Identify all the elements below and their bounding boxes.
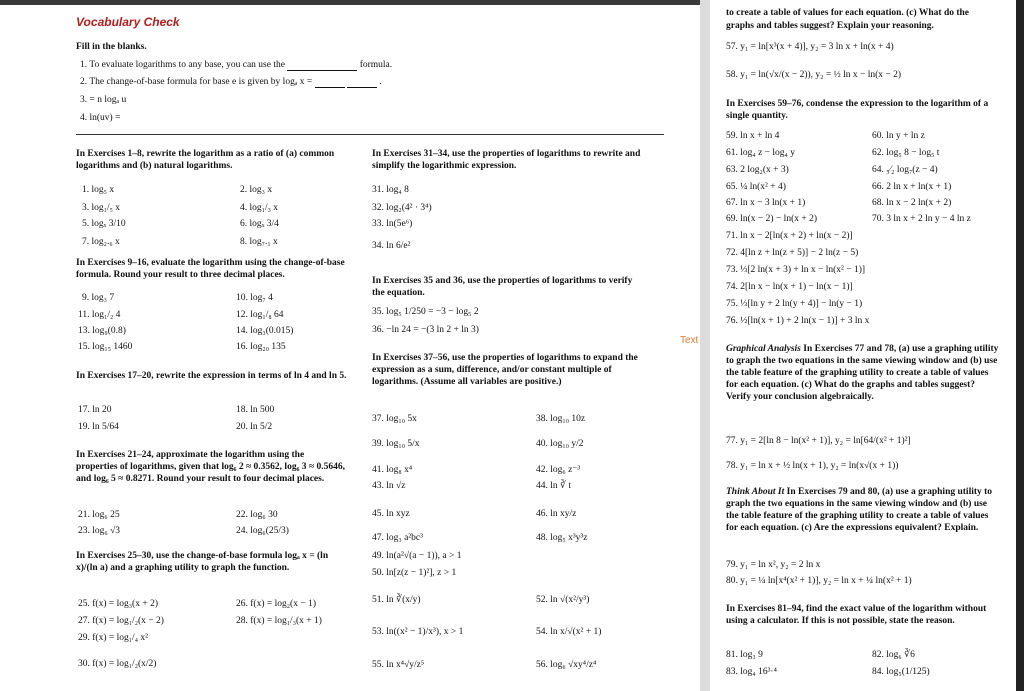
problem-29: 29. f(x) = log₁/₄ x²	[78, 633, 148, 643]
problem-54: 54. ln x/√(x² + 1)	[536, 627, 602, 637]
instructions-35-36: In Exercises 35 and 36, use the properties of logarithms to verify the equation.	[372, 276, 633, 298]
instructions-25-30: In Exercises 25–30, use the change-of-base formula logₐ x = (ln x)/(ln a) and a graphing utility to graph the function.	[76, 551, 329, 573]
graphical-analysis-instructions: Graphical Analysis In Exercises 77 and 78, (a) use a graphing utility to graph the two equations in the same viewing window and (b) use the table feature of the graphing utility to create a table of values for each equation. (c) What do the graphs and tables suggest? Verify your conclusion algebraically.	[726, 344, 999, 402]
problem-57: 57. y₁ = ln[x³(x + 4)], y₂ = 3 ln x + ln(x + 4)	[726, 42, 894, 52]
problem-64: 64. ₅⁄₂ log₇(z − 4)	[872, 165, 938, 175]
problem-39: 39. log₁₀ 5/x	[372, 439, 420, 449]
problem-17: 17. ln 20	[78, 405, 112, 415]
problem-53: 53. ln((x² − 1)/x³), x > 1	[372, 627, 464, 637]
problem-49: 49. ln(a²√(a − 1)), a > 1	[372, 551, 462, 561]
problem-71: 71. ln x − 2[ln(x + 2) + ln(x − 2)]	[726, 231, 853, 241]
problem-66: 66. 2 ln x + ln(x + 1)	[872, 182, 952, 192]
problem-36: 36. −ln 24 = −(3 ln 2 + ln 3)	[372, 325, 479, 335]
problem-20: 20. ln 5/2	[236, 422, 273, 432]
vocab-question-1: 1. To evaluate logarithms to any base, you can use the formula.	[80, 60, 393, 70]
instructions-37-56: In Exercises 37–56, use the properties of logarithms to expand the expression as a sum, difference, and/or constant multiple of logarithms. (Assume all variables are positive.)	[372, 353, 638, 387]
problem-78: 78. y₁ = ln x + ½ ln(x + 1), y₂ = ln(x√(x + 1))	[726, 461, 899, 471]
vocab-question-2: 2. The change-of-base formula for base e is given by logₐ x = .	[80, 77, 382, 87]
problem-76: 76. ½[ln(x + 1) + 2 ln(x − 1)] + 3 ln x	[726, 316, 870, 326]
problem-2: 2. log₃ x	[240, 185, 273, 195]
problem-27: 27. f(x) = log₁/₂(x − 2)	[78, 616, 164, 626]
problem-52: 52. ln √(x²/y³)	[536, 595, 590, 605]
problem-7: 7. log₂.₆ x	[82, 237, 120, 247]
problem-59: 59. ln x + ln 4	[726, 131, 780, 141]
problem-48: 48. log₅ x³y³z	[536, 533, 588, 543]
vocab-question-4: 4. ln(uv) =	[80, 113, 121, 123]
problem-63: 63. 2 log₂(x + 3)	[726, 165, 789, 175]
problem-77: 77. y₁ = 2[ln 8 − ln(x² + 1)], y₂ = ln[64/(x² + 1)²]	[726, 436, 911, 446]
problem-37: 37. log₁₀ 5x	[372, 414, 417, 424]
problem-34: 34. ln 6/e²	[372, 241, 411, 251]
problem-41: 41. log₈ x⁴	[372, 465, 413, 475]
problem-58: 58. y₁ = ln(√x/(x − 2)), y₂ = ½ ln x − ln(x − 2)	[726, 70, 902, 80]
problem-83: 83. log₄ 16³·⁴	[726, 667, 777, 677]
fill-blanks-instruction: Fill in the blanks.	[76, 42, 147, 52]
vocabulary-check-title: Vocabulary Check	[76, 15, 180, 29]
problem-62: 62. log₅ 8 − log₅ t	[872, 148, 940, 158]
problem-40: 40. log₁₀ y/2	[536, 439, 584, 449]
instructions-9-16: In Exercises 9–16, evaluate the logarithm using the change-of-base formula. Round your result to three decimal places.	[76, 258, 345, 280]
problem-23: 23. log₆ √3	[78, 526, 121, 536]
problem-65: 65. ¼ ln(x² + 4)	[726, 182, 786, 192]
continued-text-line2: graphs and tables suggest? Explain your reasoning.	[726, 21, 934, 31]
problem-51: 51. ln ∛(x/y)	[372, 595, 421, 605]
think-about-it-instructions: Think About It In Exercises 79 and 80, (a) use a graphing utility to graph the two equations in the same viewing window and (b) use the table feature of the graphing utility to create a table of values for each equation. (c) Are the expressions equivalent? Explain.	[726, 487, 993, 533]
problem-3: 3. log₁/₅ x	[82, 203, 121, 213]
problem-26: 26. f(x) = log₂(x − 1)	[236, 599, 316, 609]
problem-4: 4. log₁/₃ x	[240, 203, 279, 213]
textbook-page-right	[710, 0, 1016, 691]
problem-32: 32. log₂(4² · 3⁴)	[372, 203, 432, 213]
problem-12: 12. log₁/₈ 64	[236, 310, 284, 320]
problem-31: 31. log₄ 8	[372, 185, 409, 195]
problem-10: 10. log₇ 4	[236, 293, 273, 303]
problem-70: 70. 3 ln x + 2 ln y − 4 ln z	[872, 214, 971, 224]
problem-18: 18. ln 500	[236, 405, 275, 415]
problem-50: 50. ln[z(z − 1)²], z > 1	[372, 568, 457, 578]
problem-68: 68. ln x − 2 ln(x + 2)	[872, 198, 952, 208]
problem-35: 35. log₅ 1/250 = −3 − log₅ 2	[372, 307, 479, 317]
problem-56: 56. log₆ √xy⁴/z⁴	[536, 660, 597, 670]
problem-33: 33. ln(5e⁶)	[372, 219, 413, 229]
problem-44: 44. ln ∛ t	[536, 481, 572, 491]
problem-45: 45. ln xyz	[372, 509, 410, 519]
problem-82: 82. log₆ ∛6	[872, 650, 915, 660]
instructions-17-20: In Exercises 17–20, rewrite the expression in terms of ln 4 and ln 5.	[76, 371, 347, 381]
problem-43: 43. ln √z	[372, 481, 406, 491]
problem-11: 11. log₁/₂ 4	[78, 310, 121, 320]
problem-16: 16. log₂₀ 135	[236, 342, 286, 352]
problem-25: 25. f(x) = log₃(x + 2)	[78, 599, 158, 609]
problem-79: 79. y₁ = ln x², y₂ = 2 ln x	[726, 560, 821, 570]
problem-9: 9. log₃ 7	[82, 293, 115, 303]
problem-28: 28. f(x) = log₁/₃(x + 1)	[236, 616, 322, 626]
problem-24: 24. log₆(25/3)	[236, 526, 289, 536]
instructions-59-76: In Exercises 59–76, condense the expression to the logarithm of a single quantity.	[726, 99, 989, 121]
problem-1: 1. log₅ x	[82, 185, 115, 195]
vocab-question-3: 3. = n logₐ u	[80, 95, 127, 105]
problem-15: 15. log₁₅ 1460	[78, 342, 133, 352]
problem-73: 73. ⅓[2 ln(x + 3) + ln x − ln(x² − 1)]	[726, 265, 866, 275]
problem-42: 42. log₆ z⁻³	[536, 465, 581, 475]
problem-6: 6. logₓ 3/4	[240, 219, 279, 229]
problem-81: 81. log₃ 9	[726, 650, 763, 660]
problem-19: 19. ln 5/64	[78, 422, 119, 432]
problem-55: 55. ln x⁴√y/z⁵	[372, 660, 425, 670]
viewer-scroll-edge[interactable]	[1016, 0, 1024, 691]
problem-38: 38. log₁₀ 10z	[536, 414, 586, 424]
problem-30: 30. f(x) = log₁/₂(x/2)	[78, 659, 157, 669]
instructions-31-34: In Exercises 31–34, use the properties of logarithms to rewrite and simplify the logarithmic expression.	[372, 149, 641, 171]
problem-60: 60. ln y + ln z	[872, 131, 925, 141]
instructions-21-24: In Exercises 21–24, approximate the logarithm using the properties of logarithms, given that log₆ 2 ≈ 0.3562, log₆ 3 ≈ 0.5646, and log₆ 5 ≈ 0.8271. Round your result to four decimal places.	[76, 450, 346, 484]
continued-text-line1: to create a table of values for each equation. (c) What do the	[726, 8, 970, 18]
problem-13: 13. log₉(0.8)	[78, 326, 126, 336]
problem-61: 61. log₄ z − log₄ y	[726, 148, 795, 158]
top-toolbar-strip	[0, 0, 700, 5]
text-tool-label[interactable]: Text	[680, 335, 699, 346]
problem-67: 67. ln x − 3 ln(x + 1)	[726, 198, 806, 208]
problem-46: 46. ln xy/z	[536, 509, 577, 519]
section-divider	[76, 134, 664, 135]
problem-14: 14. log₃(0.015)	[236, 326, 294, 336]
problem-80: 80. y₁ = ¼ ln[x⁴(x² + 1)], y₂ = ln x + ¼ ln(x² + 1)	[726, 576, 912, 586]
problem-69: 69. ln(x − 2) − ln(x + 2)	[726, 214, 818, 224]
problem-21: 21. log₆ 25	[78, 510, 120, 520]
problem-5: 5. logₓ 3/10	[82, 219, 126, 229]
problem-84: 84. log₅(1/125)	[872, 667, 930, 677]
instructions-1-8: In Exercises 1–8, rewrite the logarithm as a ratio of (a) common logarithms and (b) natural logarithms.	[76, 149, 335, 171]
instructions-81-94: In Exercises 81–94, find the exact value of the logarithm without using a calculator. If this is not possible, state the reason.	[726, 604, 987, 626]
textbook-page-left	[0, 5, 700, 691]
problem-75: 75. ⅓[ln y + 2 ln(y + 4)] − ln(y − 1)	[726, 299, 863, 309]
problem-74: 74. 2[ln x − ln(x + 1) − ln(x − 1)]	[726, 282, 853, 292]
problem-72: 72. 4[ln z + ln(z + 5)] − 2 ln(z − 5)	[726, 248, 859, 258]
problem-47: 47. log₃ a²bc³	[372, 533, 423, 543]
problem-22: 22. log₆ 30	[236, 510, 278, 520]
problem-8: 8. log₇.₁ x	[240, 237, 278, 247]
